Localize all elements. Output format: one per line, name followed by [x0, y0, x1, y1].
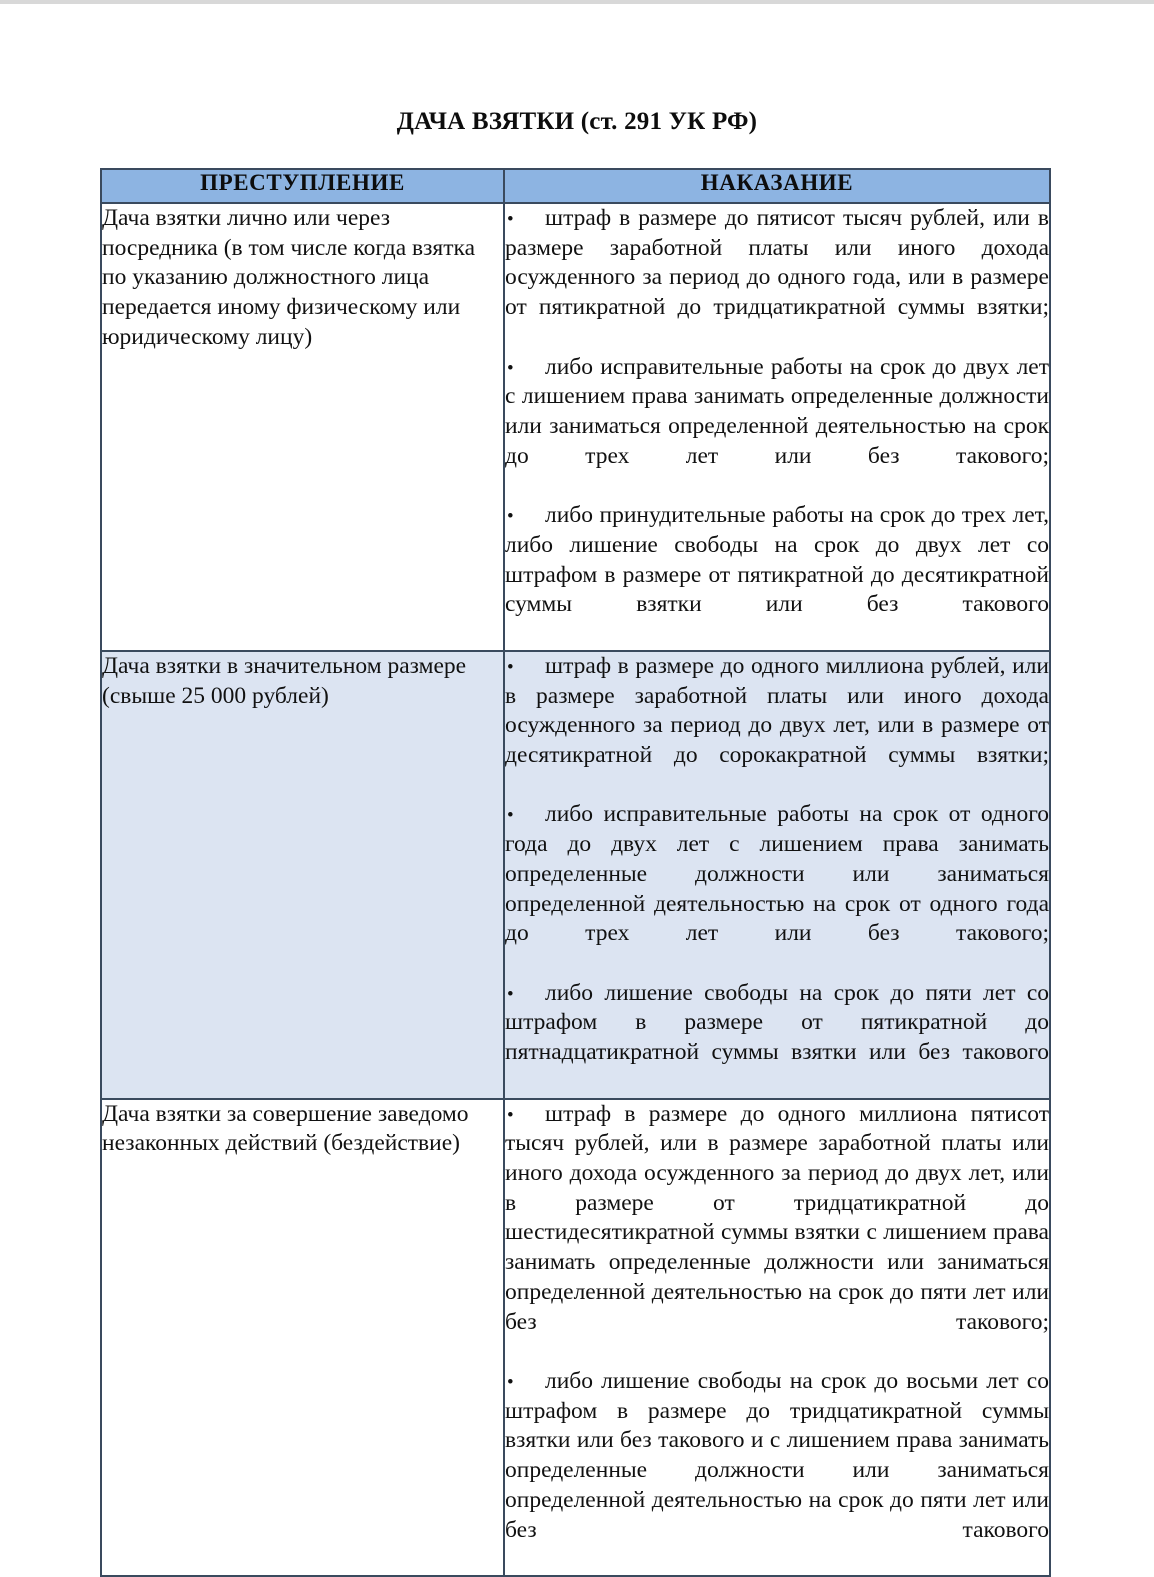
punishment-list-item	[505, 800, 1049, 978]
punishment-cell	[504, 203, 1050, 651]
punishment-text: либо лишение свободы на срок до пяти лет со штрафом в размере от пятикратной до пятнадцатикратной суммы взятки или без такового	[505, 979, 1049, 1066]
punishment-text: штраф в размере до одного миллиона пятисот тысяч рублей, или в размере заработной платы или иного дохода осужденного за период до двух лет, или в размере от тридцатикратной до шестидесятикратной суммы взятки с лишением права занимать определенные должности или заниматься определенной деятельностью на срок до пяти лет или без такового;	[505, 1100, 1049, 1335]
bullet-icon: •	[507, 1372, 514, 1394]
bullet-icon: •	[507, 1104, 514, 1126]
punishment-text: штраф в размере до одного миллиона рублей, или в размере заработной платы или иного дохода осужденного за период до двух лет, или в размере от десятикратной до сорокакратной суммы взятки;	[505, 652, 1049, 768]
crime-cell	[101, 203, 504, 651]
punishment-list	[505, 204, 1049, 650]
page-top-strip	[0, 0, 1154, 4]
punishment-list-item	[505, 1367, 1049, 1575]
table-row	[101, 1099, 1050, 1577]
column-header-crime: ПРЕСТУПЛЕНИЕ	[101, 169, 504, 203]
punishment-text: либо лишение свободы на срок до восьми лет со штрафом в размере до тридцатикратной суммы взятки или без такового и с лишением права занимать определенные должности или заниматься определенной деятельностью на срок до пяти лет или без такового	[505, 1368, 1049, 1543]
crime-text: Дача взятки лично или через посредника (в том числе когда взятка по указанию должностного лица передается иному физическому или юридическому лицу)	[102, 205, 476, 350]
bullet-icon: •	[507, 209, 514, 231]
punishment-list-item	[505, 501, 1049, 650]
crime-cell	[101, 1099, 504, 1577]
table-body	[101, 203, 1050, 1576]
bullet-icon: •	[507, 506, 514, 528]
crime-cell	[101, 651, 504, 1099]
punishment-text: либо исправительные работы на срок от одного года до двух лет с лишением права занимать определенные должности или заниматься определенной деятельностью на срок от одного года до трех лет или без такового;	[505, 801, 1049, 947]
table-row	[101, 203, 1050, 651]
punishment-list-item	[505, 1100, 1049, 1367]
page-title: ДАЧА ВЗЯТКИ (ст. 291 УК РФ)	[396, 108, 758, 135]
crime-punishment-table	[100, 168, 1051, 1577]
punishment-text: либо исправительные работы на срок до двух лет с лишением права занимать определенные должности или заниматься определенной деятельностью на срок до трех лет или без такового;	[505, 353, 1049, 469]
column-header-punishment: НАКАЗАНИЕ	[504, 169, 1050, 203]
table-header	[101, 169, 1050, 203]
bullet-icon: •	[507, 805, 514, 827]
bullet-icon: •	[507, 656, 514, 678]
punishment-text: либо принудительные работы на срок до трех лет, либо лишение свободы на срок до двух лет со штрафом в размере от пятикратной до десятикратной суммы взятки или без такового	[505, 502, 1049, 618]
punishment-list-item	[505, 979, 1049, 1098]
punishment-cell	[504, 651, 1050, 1099]
punishment-list	[505, 652, 1049, 1098]
crime-punishment-table-wrapper	[100, 168, 1049, 1577]
crime-text: Дача взятки в значительном размере (свыше 25 000 рублей)	[102, 652, 467, 709]
punishment-cell	[504, 1099, 1050, 1577]
punishment-text: штраф в размере до пятисот тысяч рублей, или в размере заработной платы или иного дохода осужденного за период до одного года, или в размере от пятикратной до тридцатикратной суммы взятки;	[505, 205, 1049, 321]
punishment-list-item	[505, 204, 1049, 353]
bullet-icon: •	[507, 983, 514, 1005]
table-header-row	[101, 169, 1050, 203]
punishment-list	[505, 1100, 1049, 1576]
crime-text: Дача взятки за совершение заведомо незаконных действий (бездействие)	[102, 1100, 469, 1157]
bullet-icon: •	[507, 357, 514, 379]
table-row	[101, 651, 1050, 1099]
punishment-list-item	[505, 353, 1049, 502]
punishment-list-item	[505, 652, 1049, 801]
